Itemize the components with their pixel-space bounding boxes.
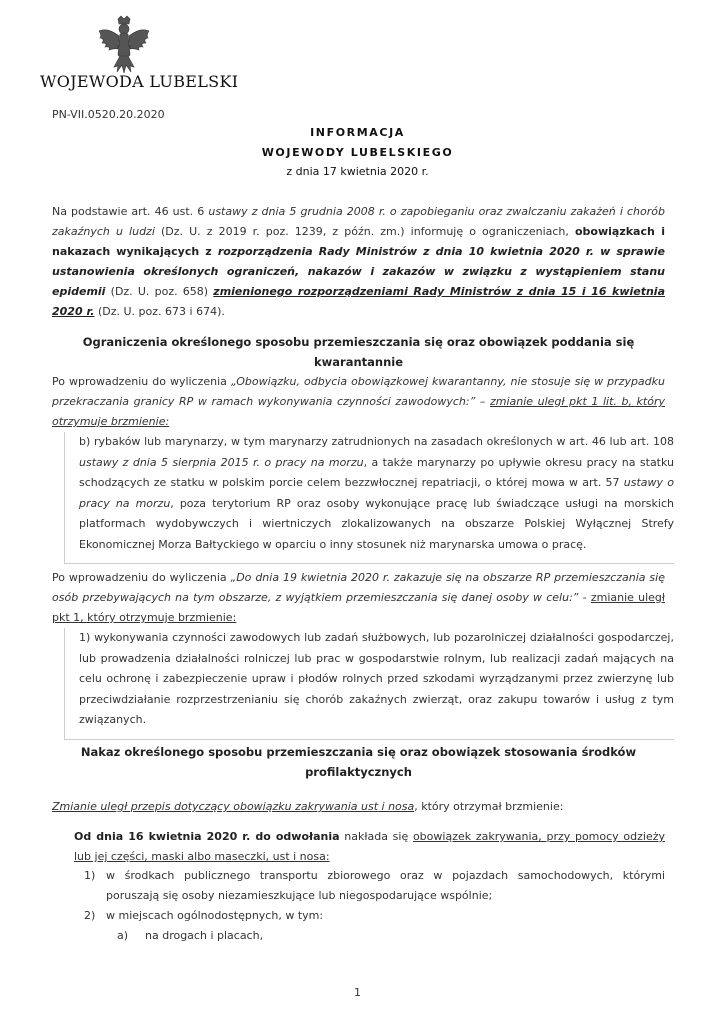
list-item bbox=[84, 906, 665, 926]
intro-text-3: (Dz. U. z 2019 r. poz. 1239, z późn. zm.) informuję o ograniczeniach, bbox=[154, 225, 575, 238]
list-item bbox=[84, 866, 665, 906]
section1-quote-1 bbox=[64, 432, 674, 564]
q2-text: 1) wykonywania czynności zawodowych lub zadań służbowych, lub pozarolniczej działalności gospodarczej, lub prowadzenia działalności rolniczej lub prac w gospodarstwie rolnym, lub realizacji zadań mających na celu ochronę i zabezpieczenie upraw i płodów rolnych przed szkodami wyrządzanymi przez zwierzynę lub przeciwdziałanie rozprzestrzenianiu się chorób zakaźnych zwierząt, oraz zakupu towarów i usług z tym związanych. bbox=[79, 631, 674, 726]
office-name: WOJEWODA LUBELSKI bbox=[40, 72, 239, 91]
s2p2-text-2: nakłada się bbox=[339, 830, 413, 843]
section1-paragraph-1 bbox=[52, 372, 665, 432]
list-item-text: w środkach publicznego transportu zbiorowego oraz w pojazdach samochodowych, którymi poruszają się osoby niezamieszkujące lub niegospodarujące wspólnie; bbox=[106, 869, 665, 902]
sublist-item bbox=[117, 926, 665, 946]
q1-text-1: b) rybaków lub marynarzy, w tym marynarzy zatrudnionych na zasadach określonych w art. 46 lub art. 108 bbox=[79, 435, 674, 448]
intro-amendment: zmienionego rozporządzeniami Rady Ministrów z dnia 15 i 16 kwietnia 2020 r. bbox=[52, 285, 665, 318]
s1p2-quote: „Do dnia 19 kwietnia 2020 r. zakazuje się na obszarze RP przemieszczania się osób przebywających na tym obszarze, z wyjątkiem przemieszczania się danej osoby w celu:” bbox=[52, 571, 665, 604]
intro-regulation-title: rozporządzenia Rady Ministrów z dnia 10 kwietnia 2020 r. w sprawie ustanowienia określonych ograniczeń, nakazów i zakazów w związku z wystąpieniem stanu epidemii bbox=[52, 245, 666, 298]
reference-number: PN-VII.0520.20.2020 bbox=[52, 108, 165, 121]
intro-text-4: obowiązkach i nakazach wynikających z bbox=[52, 225, 665, 258]
s1p2-change-note: zmianie uległ pkt 1, który otrzymuje brzmienie: bbox=[52, 591, 666, 624]
document-date: z dnia 17 kwietnia 2020 r. bbox=[286, 165, 429, 178]
page-number: 1 bbox=[354, 986, 361, 999]
s2p2-obligation: obowiązek zakrywania, przy pomocy odzieży lub jej części, maski albo maseczki, ust i nosa: bbox=[74, 830, 665, 863]
intro-act-title: ustawy z dnia 5 grudnia 2008 r. o zapobieganiu oraz zwalczaniu zakażeń i chorób zakaźnych u ludzi bbox=[52, 205, 665, 238]
obligation-sublist bbox=[117, 926, 665, 946]
section1-heading: Ograniczenia określonego sposobu przemieszczania się oraz obowiązek poddania się kwarantannie bbox=[82, 335, 635, 369]
intro-text-6: (Dz. U. poz. 658) bbox=[105, 285, 214, 298]
s2p1-change-note: Zmianie uległ przepis dotyczący obowiązku zakrywania ust i nosa bbox=[52, 800, 415, 813]
sublist-item-letter: a) bbox=[117, 929, 129, 942]
section2-heading-line-1: Nakaz określonego sposobu przemieszczania się oraz obowiązek stosowania środków bbox=[80, 745, 637, 759]
list-item-text: w miejscach ogólnodostępnych, w tym: bbox=[106, 909, 324, 922]
s1p2-text-1: Po wprowadzeniu do wyliczenia bbox=[52, 571, 231, 584]
intro-text-8: (Dz. U. poz. 673 i 674). bbox=[94, 305, 225, 318]
list-item-number: 2) bbox=[84, 909, 96, 922]
s1p2-text-3: - bbox=[578, 591, 591, 604]
section2-heading bbox=[52, 742, 665, 782]
intro-text-1: Na podstawie art. 46 ust. 6 bbox=[52, 205, 209, 218]
section2-paragraph-1 bbox=[52, 797, 665, 817]
section2-heading-line-2: profilaktycznych bbox=[305, 765, 412, 779]
sublist-item-text: na drogach i placach, bbox=[145, 929, 264, 942]
s2p2-date-range: Od dnia 16 kwietnia 2020 r. do odwołania bbox=[74, 830, 340, 843]
document-title-issuer: WOJEWODY LUBELSKIEGO bbox=[261, 146, 454, 159]
polish-eagle-emblem-icon bbox=[96, 15, 152, 75]
s2p1-text-2: , który otrzymał brzmienie: bbox=[414, 800, 564, 813]
s1p1-text-1: Po wprowadzeniu do wyliczenia bbox=[52, 375, 231, 388]
list-item-number: 1) bbox=[84, 869, 96, 882]
s1p1-change-note: zmianie uległ pkt 1 lit. b, który otrzymuje brzmienie: bbox=[52, 395, 665, 428]
section1-paragraph-2 bbox=[52, 568, 665, 628]
q1-act-short: ustawy o pracy na morzu bbox=[79, 476, 674, 510]
section2-paragraph-2 bbox=[74, 827, 665, 867]
s1p1-text-3: – bbox=[475, 395, 490, 408]
obligation-list bbox=[84, 866, 665, 926]
document-title: INFORMACJA bbox=[310, 126, 405, 139]
section1-quote-2 bbox=[64, 628, 674, 740]
q1-act-title: ustawy z dnia 5 sierpnia 2015 r. o pracy na morzu bbox=[79, 455, 364, 469]
intro-paragraph bbox=[52, 202, 665, 322]
q1-text-3: , a także marynarzy po upływie okresu pracy na statku schodzących ze statku w polskim porcie celem bezzwłocznej repatriacji, o której mowa w art. 57 bbox=[79, 455, 674, 489]
s1p1-quote: „Obowiązku, odbycia obowiązkowej kwarantanny, nie stosuje się w przypadku przekraczania granicy RP w ramach wykonywania czynności zawodowych:” bbox=[52, 375, 665, 408]
q1-text-5: , poza terytorium RP oraz osoby wykonujące pracę lub świadczące usługi na morskich platformach wydobywczych i wiertniczych zlokalizowanych na obszarze Polskiej Wyłącznej Strefy Ekonomicznej Morza Bałtyckiego w oparciu o inny stosunek niż marynarska umowa o pracę. bbox=[79, 496, 674, 551]
